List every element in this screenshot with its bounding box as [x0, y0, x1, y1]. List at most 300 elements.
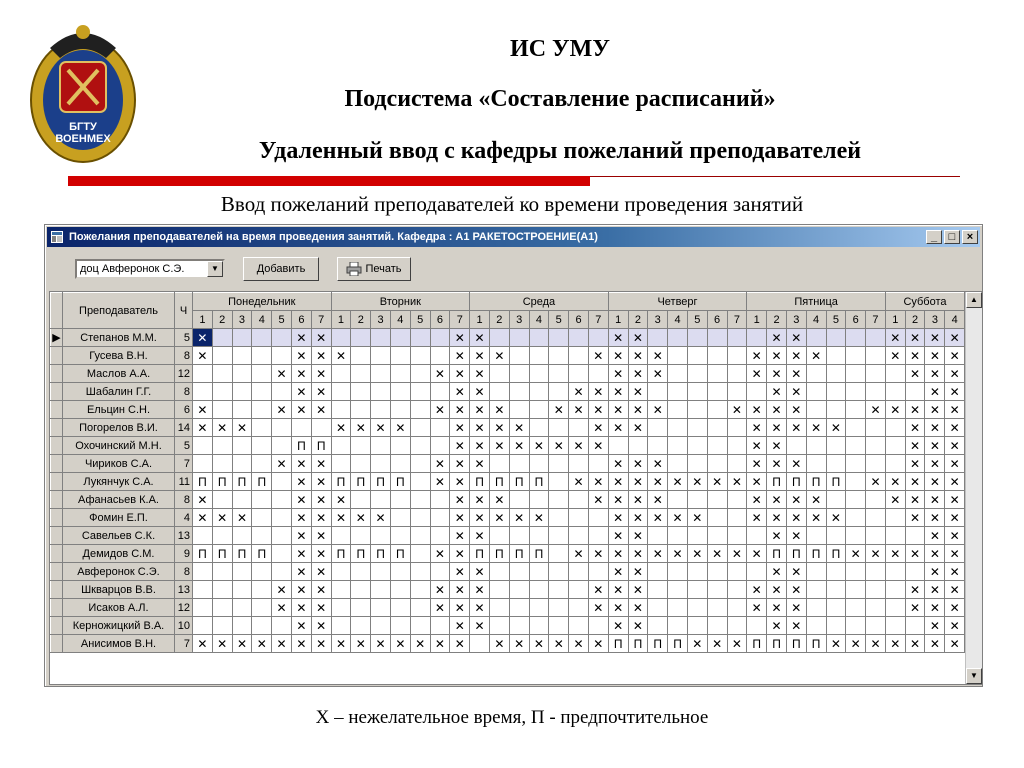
undesired-slot-mark[interactable]: ✕: [232, 509, 252, 527]
undesired-slot-mark[interactable]: ✕: [786, 455, 806, 473]
empty-slot-cell[interactable]: [569, 419, 589, 437]
undesired-slot-mark[interactable]: ✕: [608, 455, 628, 473]
empty-slot-cell[interactable]: [727, 419, 747, 437]
preferred-slot-mark[interactable]: П: [806, 473, 826, 491]
table-row[interactable]: [51, 527, 965, 545]
maximize-button[interactable]: □: [944, 230, 960, 244]
empty-slot-cell[interactable]: [193, 599, 213, 617]
undesired-slot-mark[interactable]: ✕: [311, 563, 331, 581]
undesired-slot-mark[interactable]: ✕: [885, 401, 905, 419]
undesired-slot-mark[interactable]: ✕: [786, 329, 806, 347]
empty-slot-cell[interactable]: [351, 347, 371, 365]
empty-slot-cell[interactable]: [351, 401, 371, 419]
empty-slot-cell[interactable]: [212, 563, 232, 581]
preferred-slot-mark[interactable]: П: [291, 437, 311, 455]
current-row-indicator-icon[interactable]: ▶: [51, 329, 63, 347]
empty-slot-cell[interactable]: [529, 581, 549, 599]
undesired-slot-mark[interactable]: ✕: [470, 581, 490, 599]
undesired-slot-mark[interactable]: ✕: [588, 383, 608, 401]
undesired-slot-mark[interactable]: ✕: [885, 473, 905, 491]
preferred-slot-mark[interactable]: П: [489, 473, 509, 491]
empty-slot-cell[interactable]: [410, 617, 430, 635]
undesired-slot-mark[interactable]: ✕: [648, 473, 668, 491]
empty-slot-cell[interactable]: [390, 347, 410, 365]
undesired-slot-mark[interactable]: ✕: [806, 509, 826, 527]
empty-slot-cell[interactable]: [430, 563, 450, 581]
undesired-slot-mark[interactable]: ✕: [786, 401, 806, 419]
preferred-slot-mark[interactable]: П: [212, 473, 232, 491]
empty-slot-cell[interactable]: [826, 455, 846, 473]
undesired-slot-mark[interactable]: ✕: [925, 599, 945, 617]
undesired-slot-mark[interactable]: ✕: [193, 401, 213, 419]
undesired-slot-mark[interactable]: ✕: [945, 617, 965, 635]
undesired-slot-mark[interactable]: ✕: [786, 617, 806, 635]
undesired-slot-mark[interactable]: ✕: [925, 491, 945, 509]
preferred-slot-mark[interactable]: П: [351, 473, 371, 491]
empty-slot-cell[interactable]: [549, 545, 569, 563]
empty-slot-cell[interactable]: [668, 401, 688, 419]
empty-slot-cell[interactable]: [866, 383, 886, 401]
empty-slot-cell[interactable]: [509, 527, 529, 545]
undesired-slot-mark[interactable]: ✕: [767, 563, 787, 581]
preferred-slot-mark[interactable]: П: [509, 545, 529, 563]
undesired-slot-mark[interactable]: ✕: [331, 347, 351, 365]
undesired-slot-mark[interactable]: ✕: [866, 545, 886, 563]
undesired-slot-mark[interactable]: ✕: [272, 599, 292, 617]
empty-slot-cell[interactable]: [509, 329, 529, 347]
undesired-slot-mark[interactable]: ✕: [311, 365, 331, 383]
empty-slot-cell[interactable]: [232, 347, 252, 365]
row-indicator[interactable]: [51, 527, 63, 545]
undesired-slot-mark[interactable]: ✕: [331, 491, 351, 509]
empty-slot-cell[interactable]: [272, 617, 292, 635]
row-indicator[interactable]: [51, 437, 63, 455]
empty-slot-cell[interactable]: [371, 365, 391, 383]
table-row[interactable]: [51, 617, 965, 635]
empty-slot-cell[interactable]: [410, 419, 430, 437]
empty-slot-cell[interactable]: [509, 455, 529, 473]
undesired-slot-mark[interactable]: ✕: [905, 419, 925, 437]
empty-slot-cell[interactable]: [331, 617, 351, 635]
empty-slot-cell[interactable]: [272, 491, 292, 509]
empty-slot-cell[interactable]: [648, 617, 668, 635]
empty-slot-cell[interactable]: [390, 563, 410, 581]
empty-slot-cell[interactable]: [569, 581, 589, 599]
empty-slot-cell[interactable]: [747, 329, 767, 347]
undesired-slot-mark[interactable]: ✕: [588, 347, 608, 365]
undesired-slot-mark[interactable]: ✕: [450, 347, 470, 365]
undesired-slot-mark[interactable]: ✕: [628, 527, 648, 545]
undesired-slot-mark[interactable]: ✕: [430, 581, 450, 599]
undesired-slot-mark[interactable]: ✕: [569, 545, 589, 563]
empty-slot-cell[interactable]: [885, 437, 905, 455]
undesired-slot-mark[interactable]: ✕: [232, 419, 252, 437]
undesired-slot-mark[interactable]: ✕: [727, 401, 747, 419]
undesired-slot-mark[interactable]: ✕: [747, 473, 767, 491]
undesired-slot-mark[interactable]: ✕: [450, 365, 470, 383]
empty-slot-cell[interactable]: [529, 599, 549, 617]
undesired-slot-mark[interactable]: ✕: [390, 419, 410, 437]
empty-slot-cell[interactable]: [866, 563, 886, 581]
undesired-slot-mark[interactable]: ✕: [371, 635, 391, 653]
empty-slot-cell[interactable]: [252, 563, 272, 581]
undesired-slot-mark[interactable]: ✕: [193, 491, 213, 509]
undesired-slot-mark[interactable]: ✕: [450, 455, 470, 473]
empty-slot-cell[interactable]: [826, 401, 846, 419]
empty-slot-cell[interactable]: [430, 527, 450, 545]
empty-slot-cell[interactable]: [707, 365, 727, 383]
empty-slot-cell[interactable]: [905, 617, 925, 635]
empty-slot-cell[interactable]: [212, 365, 232, 383]
empty-slot-cell[interactable]: [390, 401, 410, 419]
preferred-slot-mark[interactable]: П: [371, 473, 391, 491]
undesired-slot-mark[interactable]: ✕: [489, 491, 509, 509]
empty-slot-cell[interactable]: [390, 437, 410, 455]
empty-slot-cell[interactable]: [371, 437, 391, 455]
preferred-slot-mark[interactable]: П: [193, 473, 213, 491]
empty-slot-cell[interactable]: [707, 599, 727, 617]
empty-slot-cell[interactable]: [569, 563, 589, 581]
empty-slot-cell[interactable]: [806, 365, 826, 383]
empty-slot-cell[interactable]: [272, 437, 292, 455]
undesired-slot-mark[interactable]: ✕: [430, 473, 450, 491]
undesired-slot-mark[interactable]: ✕: [252, 635, 272, 653]
print-button[interactable]: [337, 257, 411, 281]
preferred-slot-mark[interactable]: П: [806, 635, 826, 653]
undesired-slot-mark[interactable]: ✕: [588, 473, 608, 491]
undesired-slot-mark[interactable]: ✕: [628, 419, 648, 437]
empty-slot-cell[interactable]: [390, 365, 410, 383]
undesired-slot-mark[interactable]: ✕: [450, 527, 470, 545]
undesired-slot-mark[interactable]: ✕: [450, 419, 470, 437]
table-row[interactable]: [51, 563, 965, 581]
empty-slot-cell[interactable]: [885, 383, 905, 401]
empty-slot-cell[interactable]: [509, 563, 529, 581]
empty-slot-cell[interactable]: [866, 329, 886, 347]
undesired-slot-mark[interactable]: ✕: [866, 473, 886, 491]
empty-slot-cell[interactable]: [866, 599, 886, 617]
empty-slot-cell[interactable]: [193, 437, 213, 455]
undesired-slot-mark[interactable]: ✕: [945, 347, 965, 365]
empty-slot-cell[interactable]: [390, 581, 410, 599]
undesired-slot-mark[interactable]: ✕: [786, 347, 806, 365]
empty-slot-cell[interactable]: [687, 401, 707, 419]
undesired-slot-mark[interactable]: ✕: [628, 365, 648, 383]
preferred-slot-mark[interactable]: П: [628, 635, 648, 653]
empty-slot-cell[interactable]: [232, 455, 252, 473]
empty-slot-cell[interactable]: [727, 455, 747, 473]
undesired-slot-mark[interactable]: ✕: [291, 329, 311, 347]
empty-slot-cell[interactable]: [846, 365, 866, 383]
empty-slot-cell[interactable]: [846, 419, 866, 437]
empty-slot-cell[interactable]: [232, 617, 252, 635]
undesired-slot-mark[interactable]: ✕: [885, 635, 905, 653]
empty-slot-cell[interactable]: [786, 437, 806, 455]
undesired-slot-mark[interactable]: ✕: [193, 509, 213, 527]
row-indicator[interactable]: [51, 635, 63, 653]
empty-slot-cell[interactable]: [668, 419, 688, 437]
undesired-slot-mark[interactable]: ✕: [569, 635, 589, 653]
empty-slot-cell[interactable]: [351, 329, 371, 347]
empty-slot-cell[interactable]: [232, 491, 252, 509]
empty-slot-cell[interactable]: [193, 383, 213, 401]
close-button[interactable]: ×: [962, 230, 978, 244]
empty-slot-cell[interactable]: [430, 419, 450, 437]
undesired-slot-mark[interactable]: ✕: [767, 347, 787, 365]
undesired-slot-mark[interactable]: ✕: [351, 509, 371, 527]
empty-slot-cell[interactable]: [232, 581, 252, 599]
empty-slot-cell[interactable]: [212, 401, 232, 419]
undesired-slot-mark[interactable]: ✕: [747, 491, 767, 509]
empty-slot-cell[interactable]: [885, 581, 905, 599]
empty-slot-cell[interactable]: [232, 401, 252, 419]
undesired-slot-mark[interactable]: ✕: [489, 419, 509, 437]
empty-slot-cell[interactable]: [549, 617, 569, 635]
empty-slot-cell[interactable]: [489, 383, 509, 401]
empty-slot-cell[interactable]: [668, 455, 688, 473]
undesired-slot-mark[interactable]: ✕: [727, 545, 747, 563]
empty-slot-cell[interactable]: [668, 527, 688, 545]
undesired-slot-mark[interactable]: ✕: [470, 347, 490, 365]
empty-slot-cell[interactable]: [489, 455, 509, 473]
empty-slot-cell[interactable]: [727, 347, 747, 365]
empty-slot-cell[interactable]: [193, 563, 213, 581]
table-row[interactable]: [51, 509, 965, 527]
scroll-up-icon[interactable]: ▲: [966, 292, 982, 308]
empty-slot-cell[interactable]: [390, 329, 410, 347]
empty-slot-cell[interactable]: [806, 599, 826, 617]
empty-slot-cell[interactable]: [569, 491, 589, 509]
empty-slot-cell[interactable]: [232, 365, 252, 383]
undesired-slot-mark[interactable]: ✕: [212, 635, 232, 653]
undesired-slot-mark[interactable]: ✕: [767, 419, 787, 437]
empty-slot-cell[interactable]: [707, 329, 727, 347]
empty-slot-cell[interactable]: [509, 401, 529, 419]
empty-slot-cell[interactable]: [806, 617, 826, 635]
add-button[interactable]: Добавить: [243, 257, 319, 281]
preferred-slot-mark[interactable]: П: [390, 545, 410, 563]
preferred-slot-mark[interactable]: П: [212, 545, 232, 563]
empty-slot-cell[interactable]: [489, 365, 509, 383]
undesired-slot-mark[interactable]: ✕: [767, 401, 787, 419]
empty-slot-cell[interactable]: [509, 383, 529, 401]
undesired-slot-mark[interactable]: ✕: [549, 635, 569, 653]
empty-slot-cell[interactable]: [509, 365, 529, 383]
minimize-button[interactable]: _: [926, 230, 942, 244]
empty-slot-cell[interactable]: [390, 509, 410, 527]
undesired-slot-mark[interactable]: ✕: [648, 455, 668, 473]
empty-slot-cell[interactable]: [252, 527, 272, 545]
undesired-slot-mark[interactable]: ✕: [311, 599, 331, 617]
undesired-slot-mark[interactable]: ✕: [193, 347, 213, 365]
undesired-slot-mark[interactable]: ✕: [786, 563, 806, 581]
undesired-slot-mark[interactable]: ✕: [707, 473, 727, 491]
undesired-slot-mark[interactable]: ✕: [331, 419, 351, 437]
empty-slot-cell[interactable]: [410, 365, 430, 383]
undesired-slot-mark[interactable]: ✕: [905, 365, 925, 383]
empty-slot-cell[interactable]: [866, 527, 886, 545]
undesired-slot-mark[interactable]: ✕: [905, 635, 925, 653]
undesired-slot-mark[interactable]: ✕: [450, 401, 470, 419]
empty-slot-cell[interactable]: [509, 599, 529, 617]
table-row[interactable]: [51, 401, 965, 419]
empty-slot-cell[interactable]: [252, 419, 272, 437]
undesired-slot-mark[interactable]: ✕: [509, 437, 529, 455]
undesired-slot-mark[interactable]: ✕: [945, 527, 965, 545]
empty-slot-cell[interactable]: [390, 617, 410, 635]
preferred-slot-mark[interactable]: П: [767, 635, 787, 653]
preferred-slot-mark[interactable]: П: [826, 473, 846, 491]
empty-slot-cell[interactable]: [588, 365, 608, 383]
empty-slot-cell[interactable]: [410, 581, 430, 599]
row-indicator[interactable]: [51, 419, 63, 437]
table-row[interactable]: [51, 545, 965, 563]
undesired-slot-mark[interactable]: ✕: [430, 599, 450, 617]
undesired-slot-mark[interactable]: ✕: [450, 545, 470, 563]
empty-slot-cell[interactable]: [885, 527, 905, 545]
empty-slot-cell[interactable]: [410, 527, 430, 545]
undesired-slot-mark[interactable]: ✕: [747, 419, 767, 437]
table-row[interactable]: [51, 383, 965, 401]
empty-slot-cell[interactable]: [569, 329, 589, 347]
empty-slot-cell[interactable]: [529, 617, 549, 635]
undesired-slot-mark[interactable]: ✕: [747, 455, 767, 473]
empty-slot-cell[interactable]: [648, 563, 668, 581]
empty-slot-cell[interactable]: [331, 437, 351, 455]
empty-slot-cell[interactable]: [707, 455, 727, 473]
preferred-slot-mark[interactable]: П: [232, 545, 252, 563]
empty-slot-cell[interactable]: [272, 347, 292, 365]
undesired-slot-mark[interactable]: ✕: [806, 347, 826, 365]
undesired-slot-mark[interactable]: ✕: [272, 455, 292, 473]
empty-slot-cell[interactable]: [529, 329, 549, 347]
empty-slot-cell[interactable]: [668, 383, 688, 401]
undesired-slot-mark[interactable]: ✕: [608, 347, 628, 365]
empty-slot-cell[interactable]: [430, 509, 450, 527]
empty-slot-cell[interactable]: [351, 599, 371, 617]
empty-slot-cell[interactable]: [410, 383, 430, 401]
empty-slot-cell[interactable]: [846, 437, 866, 455]
undesired-slot-mark[interactable]: ✕: [232, 635, 252, 653]
row-indicator[interactable]: [51, 347, 63, 365]
undesired-slot-mark[interactable]: ✕: [905, 401, 925, 419]
undesired-slot-mark[interactable]: ✕: [509, 635, 529, 653]
undesired-slot-mark[interactable]: ✕: [311, 473, 331, 491]
undesired-slot-mark[interactable]: ✕: [470, 383, 490, 401]
empty-slot-cell[interactable]: [509, 581, 529, 599]
empty-slot-cell[interactable]: [826, 329, 846, 347]
undesired-slot-mark[interactable]: ✕: [331, 509, 351, 527]
undesired-slot-mark[interactable]: ✕: [925, 617, 945, 635]
undesired-slot-mark[interactable]: ✕: [945, 491, 965, 509]
empty-slot-cell[interactable]: [549, 365, 569, 383]
preferred-slot-mark[interactable]: П: [529, 545, 549, 563]
empty-slot-cell[interactable]: [727, 329, 747, 347]
empty-slot-cell[interactable]: [529, 455, 549, 473]
empty-slot-cell[interactable]: [371, 383, 391, 401]
undesired-slot-mark[interactable]: ✕: [470, 491, 490, 509]
preferred-slot-mark[interactable]: П: [786, 635, 806, 653]
undesired-slot-mark[interactable]: ✕: [291, 527, 311, 545]
empty-slot-cell[interactable]: [549, 527, 569, 545]
empty-slot-cell[interactable]: [252, 437, 272, 455]
undesired-slot-mark[interactable]: ✕: [905, 581, 925, 599]
empty-slot-cell[interactable]: [529, 365, 549, 383]
empty-slot-cell[interactable]: [727, 383, 747, 401]
undesired-slot-mark[interactable]: ✕: [311, 455, 331, 473]
empty-slot-cell[interactable]: [529, 383, 549, 401]
empty-slot-cell[interactable]: [529, 527, 549, 545]
empty-slot-cell[interactable]: [826, 563, 846, 581]
window-titlebar[interactable]: [47, 227, 980, 247]
undesired-slot-mark[interactable]: ✕: [351, 419, 371, 437]
empty-slot-cell[interactable]: [410, 437, 430, 455]
undesired-slot-mark[interactable]: ✕: [291, 563, 311, 581]
undesired-slot-mark[interactable]: ✕: [767, 581, 787, 599]
undesired-slot-mark[interactable]: ✕: [390, 635, 410, 653]
preferred-slot-mark[interactable]: П: [806, 545, 826, 563]
empty-slot-cell[interactable]: [846, 599, 866, 617]
undesired-slot-mark[interactable]: ✕: [866, 401, 886, 419]
empty-slot-cell[interactable]: [648, 599, 668, 617]
empty-slot-cell[interactable]: [272, 509, 292, 527]
empty-slot-cell[interactable]: [588, 527, 608, 545]
empty-slot-cell[interactable]: [806, 437, 826, 455]
undesired-slot-mark[interactable]: ✕: [767, 437, 787, 455]
undesired-slot-mark[interactable]: ✕: [786, 509, 806, 527]
empty-slot-cell[interactable]: [252, 401, 272, 419]
empty-slot-cell[interactable]: [588, 509, 608, 527]
empty-slot-cell[interactable]: [410, 455, 430, 473]
undesired-slot-mark[interactable]: ✕: [489, 509, 509, 527]
undesired-slot-mark[interactable]: ✕: [470, 329, 490, 347]
empty-slot-cell[interactable]: [371, 491, 391, 509]
empty-slot-cell[interactable]: [707, 437, 727, 455]
preferred-slot-mark[interactable]: П: [390, 473, 410, 491]
empty-slot-cell[interactable]: [569, 347, 589, 365]
empty-slot-cell[interactable]: [549, 347, 569, 365]
undesired-slot-mark[interactable]: ✕: [371, 509, 391, 527]
empty-slot-cell[interactable]: [846, 383, 866, 401]
empty-slot-cell[interactable]: [193, 581, 213, 599]
preferred-slot-mark[interactable]: П: [529, 473, 549, 491]
undesired-slot-mark[interactable]: ✕: [945, 581, 965, 599]
empty-slot-cell[interactable]: [905, 563, 925, 581]
undesired-slot-mark[interactable]: ✕: [945, 419, 965, 437]
empty-slot-cell[interactable]: [489, 599, 509, 617]
empty-slot-cell[interactable]: [866, 455, 886, 473]
empty-slot-cell[interactable]: [529, 401, 549, 419]
empty-slot-cell[interactable]: [430, 329, 450, 347]
undesired-slot-mark[interactable]: ✕: [648, 509, 668, 527]
undesired-slot-mark[interactable]: ✕: [786, 365, 806, 383]
undesired-slot-mark[interactable]: ✕: [529, 437, 549, 455]
undesired-slot-mark[interactable]: ✕: [786, 581, 806, 599]
undesired-slot-mark[interactable]: ✕: [291, 365, 311, 383]
undesired-slot-mark[interactable]: ✕: [212, 419, 232, 437]
undesired-slot-mark[interactable]: ✕: [945, 545, 965, 563]
preferred-slot-mark[interactable]: П: [489, 545, 509, 563]
undesired-slot-mark[interactable]: ✕: [470, 437, 490, 455]
undesired-slot-mark[interactable]: ✕: [608, 563, 628, 581]
empty-slot-cell[interactable]: [509, 491, 529, 509]
undesired-slot-mark[interactable]: ✕: [925, 635, 945, 653]
empty-slot-cell[interactable]: [727, 563, 747, 581]
empty-slot-cell[interactable]: [193, 455, 213, 473]
empty-slot-cell[interactable]: [866, 509, 886, 527]
undesired-slot-mark[interactable]: ✕: [311, 581, 331, 599]
empty-slot-cell[interactable]: [687, 617, 707, 635]
